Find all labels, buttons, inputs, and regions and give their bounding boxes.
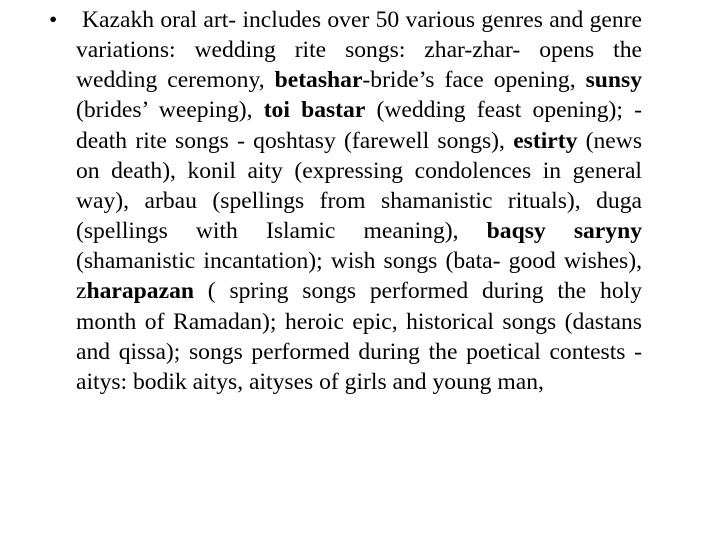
text-segment: (brides’ weeping), xyxy=(76,97,264,124)
text-segment-bold: estirty xyxy=(513,127,578,154)
bullet-paragraph xyxy=(49,5,643,397)
text-segment-bold: toi bastar xyxy=(263,97,366,124)
text-segment-bold: sunsy xyxy=(585,67,643,94)
text-segment-bold: baqsy saryny xyxy=(486,218,642,245)
text-segment: (news on death), konil aity (expressing condolences in general way), arbau (spellings from shamanistic rituals), duga (spellings with Islamic meaning), xyxy=(76,127,642,245)
text-segment-bold: harapazan xyxy=(86,278,194,305)
bullet-icon: • xyxy=(49,7,58,33)
text-segment: -bride’s face opening, xyxy=(362,67,586,94)
text-segment: - includes over 50 various genres and genre variations: wedding rite songs: zhar-zhar- opens the wedding ceremony, xyxy=(76,7,642,94)
text-segment-bold: Kazakh oral art xyxy=(82,7,229,33)
text-segment: ( spring songs performed during the holy month of Ramadan); heroic epic, historical songs (dastans and qissa); songs performed during the poetical contests - aitys: bodik aitys, aityses of girls and young man, xyxy=(76,278,642,395)
text-segment: (wedding feast opening); - death rite songs - qoshtasy (farewell songs), xyxy=(76,97,642,154)
text-segment: (shamanistic incantation); wish songs (bata- good wishes), z xyxy=(76,248,642,305)
text-segment-bold: betashar xyxy=(274,67,363,94)
